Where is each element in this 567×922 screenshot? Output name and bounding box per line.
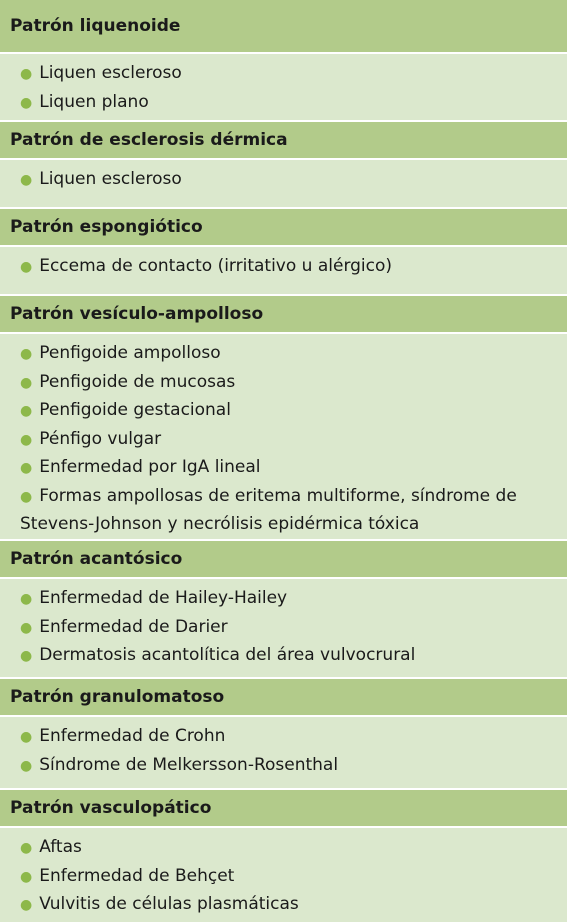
bullet-icon: ● bbox=[20, 374, 33, 391]
section-body-vasculopatico bbox=[0, 826, 567, 922]
bullet-icon: ● bbox=[20, 648, 33, 664]
list-item: ● Eccema de contacto (irritativo u alérgico) bbox=[20, 256, 393, 276]
list-item: ● Síndrome de Melkersson-Rosenthal bbox=[20, 754, 339, 775]
bullet-icon: ● bbox=[20, 840, 33, 856]
bullet-icon: ● bbox=[20, 431, 33, 448]
list-item: ● Pénfigo vulgar bbox=[20, 428, 162, 449]
section-title: Patrón vasculopático bbox=[10, 798, 212, 818]
section-header-vesiculo-ampolloso bbox=[0, 294, 567, 332]
bullet-icon: ● bbox=[20, 488, 33, 505]
section-body-acantosico bbox=[0, 577, 567, 677]
list-item: ● Liquen escleroso bbox=[20, 63, 182, 83]
bullet-icon: ● bbox=[20, 94, 33, 111]
section-header-espongiotico bbox=[0, 207, 567, 245]
section-title: Patrón espongiótico bbox=[10, 217, 203, 237]
bullet-icon: ● bbox=[20, 172, 33, 188]
section-title: Patrón granulomatoso bbox=[10, 687, 225, 707]
section-body-esclerosis-dermica bbox=[0, 158, 567, 207]
bullet-icon: ● bbox=[20, 460, 33, 476]
list-item: ● Liquen escleroso bbox=[20, 169, 182, 189]
list-item: ● Dermatosis acantolítica del área vulvocrural bbox=[20, 645, 416, 665]
section-body-vesiculo-ampolloso bbox=[0, 332, 567, 539]
section-title: Patrón de esclerosis dérmica bbox=[10, 130, 288, 150]
section-body-espongiotico bbox=[0, 245, 567, 294]
bullet-icon: ● bbox=[20, 868, 33, 885]
section-header-granulomatoso bbox=[0, 677, 567, 715]
list-item: ● Penfigoide ampolloso bbox=[20, 343, 221, 363]
list-item: ● Penfigoide de mucosas bbox=[20, 371, 236, 392]
section-header-acantosico bbox=[0, 539, 567, 577]
section-header-vasculopatico bbox=[0, 788, 567, 826]
section-body-liquenoide bbox=[0, 52, 567, 120]
list-item: ● Enfermedad por IgA lineal bbox=[20, 457, 261, 477]
bullet-icon: ● bbox=[20, 346, 33, 362]
bullet-icon: ● bbox=[20, 757, 33, 774]
bullet-icon: ● bbox=[20, 403, 33, 419]
list-item: ● Enfermedad de Crohn bbox=[20, 726, 226, 746]
section-header-esclerosis-dermica bbox=[0, 120, 567, 158]
bullet-icon: ● bbox=[20, 259, 33, 275]
list-item: ● Vulvitis de células plasmáticas bbox=[20, 894, 299, 914]
list-item: ● Enfermedad de Hailey-Hailey bbox=[20, 588, 288, 608]
section-body-granulomatoso bbox=[0, 715, 567, 788]
list-item: ● Enfermedad de Behçet bbox=[20, 865, 235, 886]
list-item: ● Penfigoide gestacional bbox=[20, 400, 231, 420]
bullet-icon: ● bbox=[20, 897, 33, 913]
section-title: Patrón liquenoide bbox=[10, 16, 181, 36]
list-item: ● Liquen plano bbox=[20, 91, 149, 112]
section-title: Patrón acantósico bbox=[10, 549, 183, 569]
bullet-icon: ● bbox=[20, 591, 33, 607]
bullet-icon: ● bbox=[20, 619, 33, 636]
list-item: ● Formas ampollosas de eritema multiforme, síndrome de Stevens-Johnson y necrólisis epidérmica tóxica bbox=[20, 485, 517, 534]
section-title: Patrón vesículo-ampolloso bbox=[10, 304, 264, 324]
bullet-icon: ● bbox=[20, 66, 33, 82]
section-header-liquenoide bbox=[0, 0, 567, 52]
bullet-icon: ● bbox=[20, 729, 33, 745]
list-item: ● Aftas bbox=[20, 837, 82, 857]
list-item: ● Enfermedad de Darier bbox=[20, 616, 228, 637]
